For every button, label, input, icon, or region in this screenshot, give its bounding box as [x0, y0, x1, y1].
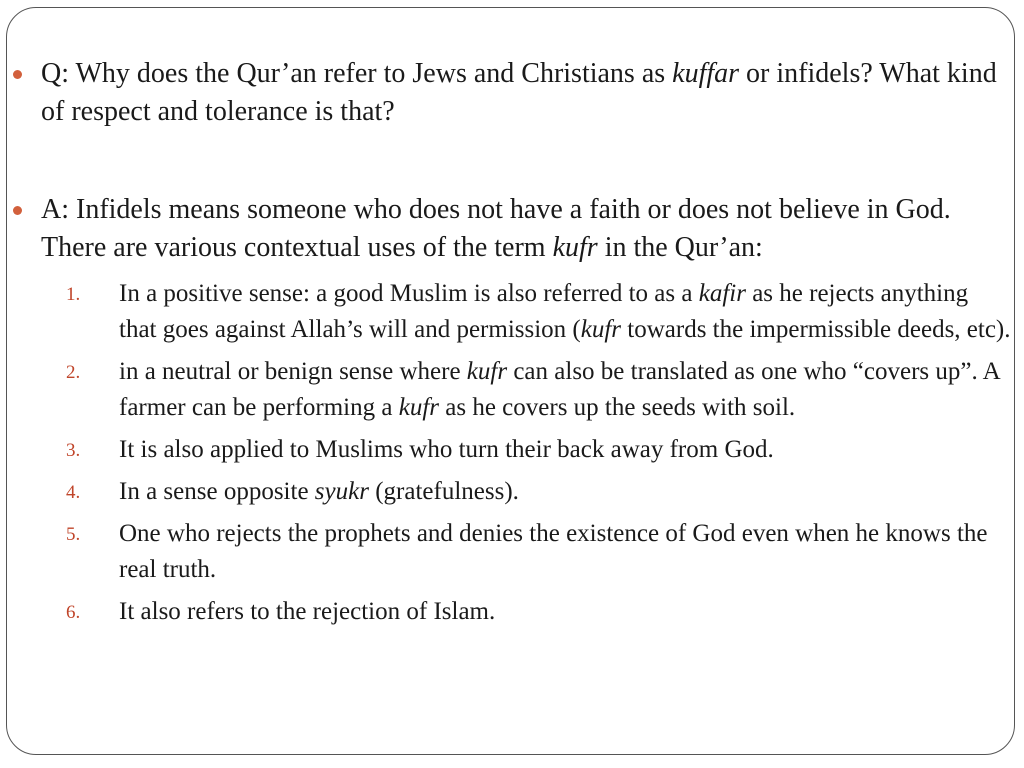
list-item-text: One who rejects the prophets and denies the existence of God even when he knows the real truth. [119, 520, 988, 583]
list-item-text: In a positive sense: a good Muslim is also referred to as a kafir as he rejects anything that goes against Allah’s will and permission (kufr towards the impermissible deeds, etc). [119, 280, 1011, 343]
question-bullet [41, 55, 1011, 131]
question-italic-term: kuffar [672, 58, 740, 89]
numbered-list [41, 276, 1011, 636]
list-item [41, 594, 1011, 630]
list-number: 2. [66, 362, 81, 383]
answer-text: A: Infidels means someone who does not have a faith or does not believe in God. There are various contextual uses of the term kufr in the Qur’an: [41, 194, 951, 263]
list-number: 6. [66, 602, 81, 623]
list-item-text: It is also applied to Muslims who turn their back away from God. [119, 436, 774, 463]
answer-italic-term: kufr [552, 232, 598, 263]
list-number: 4. [66, 482, 81, 503]
list-item [41, 432, 1011, 468]
question-text: Q: Why does the Qur’an refer to Jews and Christians as kuffar or infidels? What kind of respect and tolerance is that? [41, 58, 997, 127]
list-number: 3. [66, 440, 81, 461]
list-item [41, 276, 1011, 348]
bullet-dot-icon [13, 70, 22, 79]
list-item [41, 516, 1011, 588]
list-item-text: In a sense opposite syukr (gratefulness). [119, 478, 519, 505]
list-item-text: in a neutral or benign sense where kufr can also be translated as one who “covers up”. A farmer can be performing a kufr as he covers up the seeds with soil. [119, 358, 1000, 421]
list-number: 5. [66, 524, 81, 545]
bullet-dot-icon [13, 206, 22, 215]
list-item-text: It also refers to the rejection of Islam. [119, 598, 496, 625]
list-item [41, 354, 1011, 426]
answer-bullet [41, 191, 1011, 267]
list-number: 1. [66, 284, 81, 305]
list-item [41, 474, 1011, 510]
